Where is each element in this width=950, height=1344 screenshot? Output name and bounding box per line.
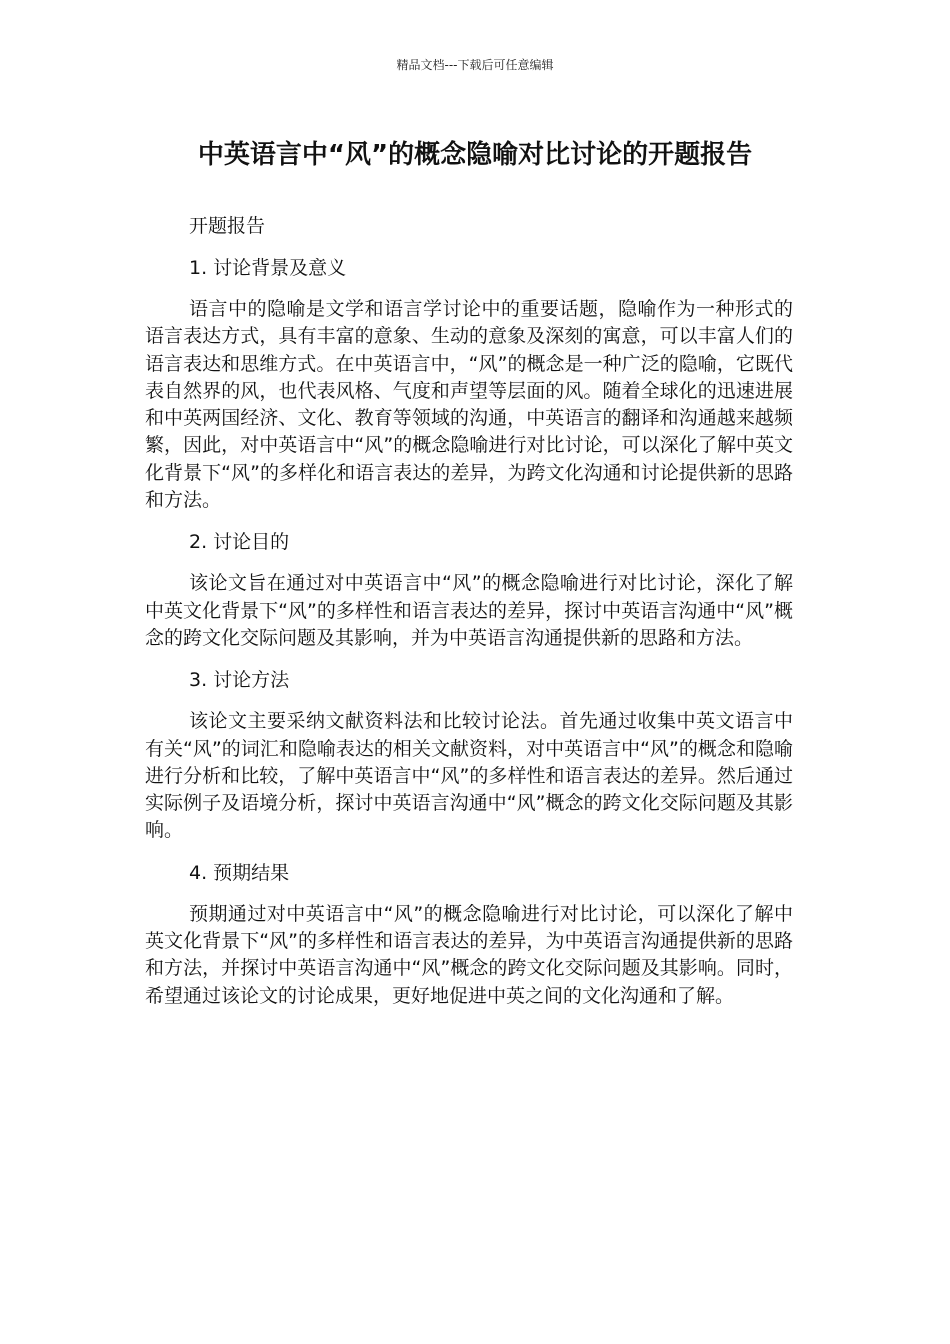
paragraph-background: 语言中的隐喻是文学和语言学讨论中的重要话题，隐喻作为一种形式的语言表达方式，具有丰富的意象、生动的意象及深刻的寓意，可以丰富人们的语言表达和思维方式。在中英语言中，“风”的概念是一种广泛的隐喻，它既代表自然界的风，也代表风格、气度和声望等层面的风。随着全球化的迅速进展和中英两国经济、文化、教育等领域的沟通，中英语言的翻译和沟通越来越频繁，因此，对中英语言中“风”的概念隐喻进行对比讨论，可以深化了解中英文化背景下“风”的多样化和语言表达的差异，为跨文化沟通和讨论提供新的思路和方法。 [145,298,793,512]
document-title: 中英语言中“风”的概念隐喻对比讨论的开题报告 [197,140,753,170]
section-heading-expected-results: 4. 预期结果 [189,861,290,884]
paragraph-expected-results: 预期通过对中英语言中“风”的概念隐喻进行对比讨论，可以深化了解中英文化背景下“风”的多样性和语言表达的差异，为中英语言沟通提供新的思路和方法，并探讨中英语言沟通中“风”概念的跨文化交际问题及其影响。同时，希望通过该论文的讨论成果，更好地促进中英之间的文化沟通和了解。 [145,902,793,1007]
header-note: 精品文档---下载后可任意编辑 [396,58,554,72]
section-heading-method: 3. 讨论方法 [189,669,290,692]
paragraph-method: 该论文主要采纳文献资料法和比较讨论法。首先通过收集中英文语言中有关“风”的词汇和隐喻表达的相关文献资料，对中英语言中“风”的概念和隐喻进行分析和比较，了解中英语言中“风”的多样性和语言表达的差异。然后通过实际例子及语境分析，探讨中英语言沟通中“风”概念的跨文化交际问题及其影响。 [145,710,793,842]
section-heading-report: 开题报告 [189,215,266,237]
section-heading-background: 1. 讨论背景及意义 [189,257,347,279]
section-heading-purpose: 2. 讨论目的 [189,531,290,554]
paragraph-purpose: 该论文旨在通过对中英语言中“风”的概念隐喻进行对比讨论，深化了解中英文化背景下“风”的多样性和语言表达的差异，探讨中英语言沟通中“风”概念的跨文化交际问题及其影响，并为中英语言沟通提供新的思路和方法。 [145,572,793,649]
document-body [145,212,793,1024]
